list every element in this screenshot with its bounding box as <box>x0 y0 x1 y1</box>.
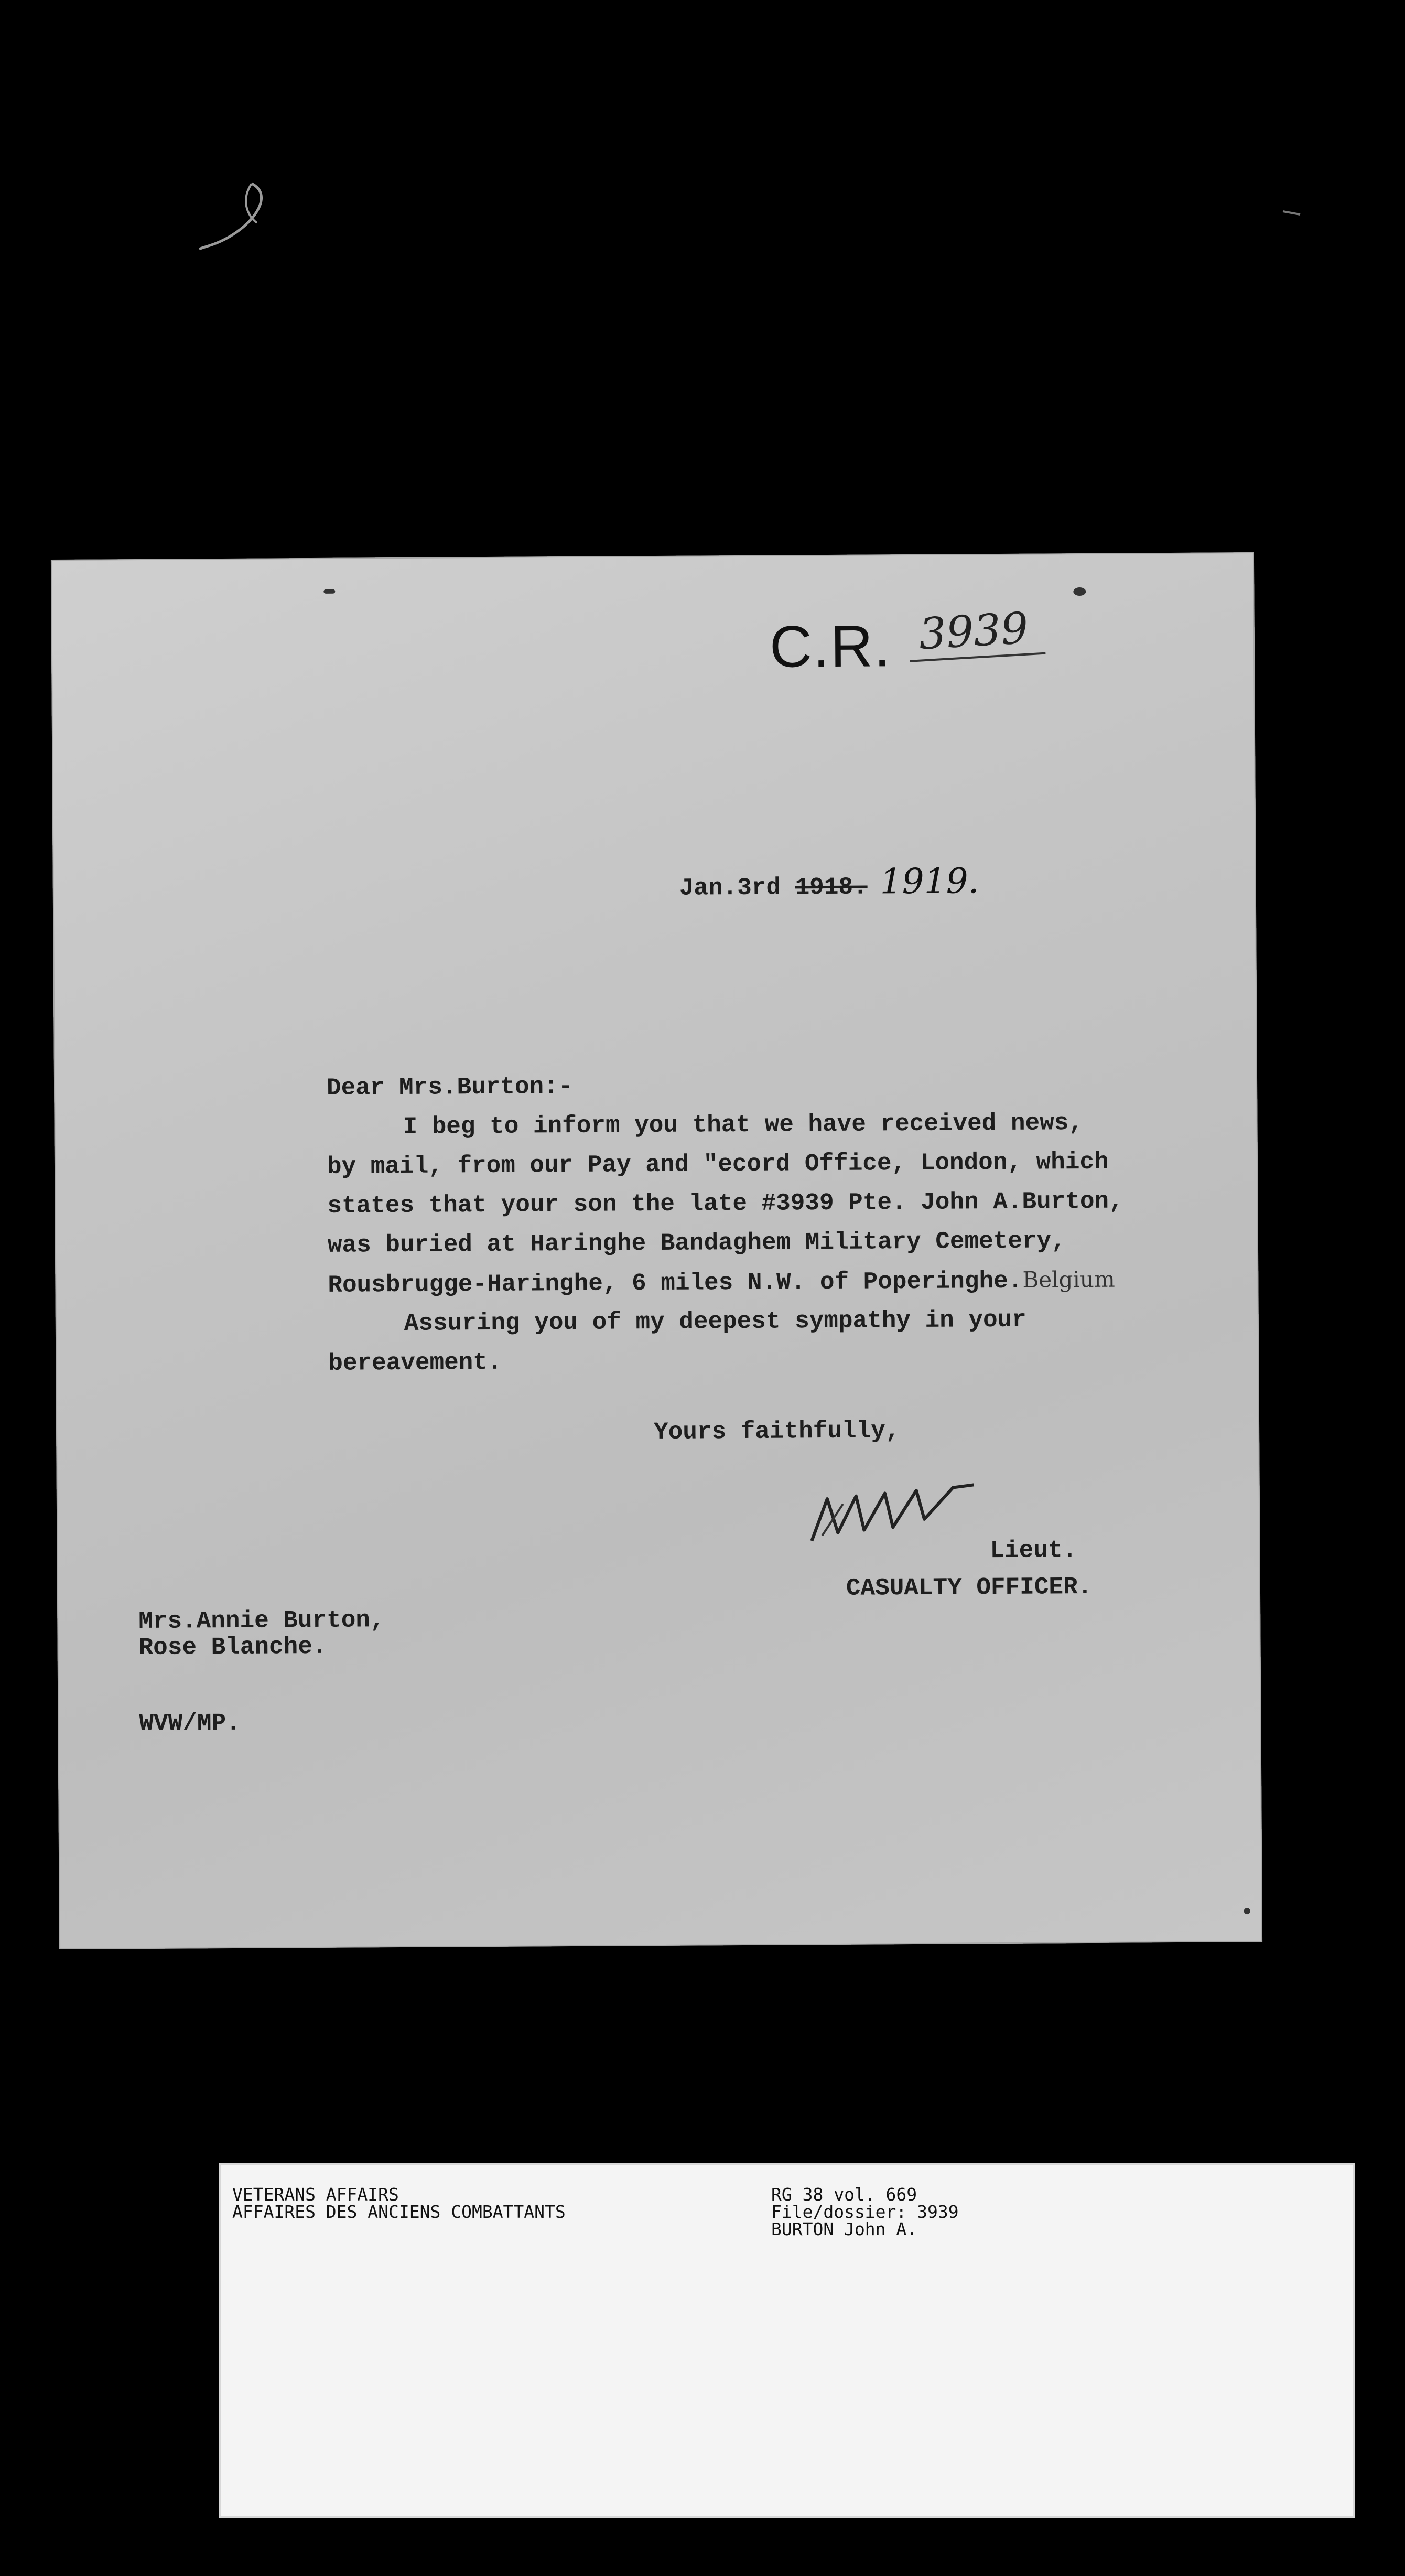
body-line: states that your son the late #3939 Pte. John A.Burton, <box>327 1187 1123 1220</box>
punch-mark-left <box>323 589 335 594</box>
body-line: I beg to inform you that we have received news, <box>403 1109 1084 1141</box>
body-line: Rousbrugge-Haringhe, 6 miles N.W. of Poperinghe. <box>328 1267 1023 1299</box>
salutation: Dear Mrs.Burton:- <box>326 1072 573 1102</box>
punch-mark-right <box>1073 587 1086 596</box>
handwritten-signature <box>806 1482 985 1546</box>
date-handwritten-year: 1919. <box>880 861 979 902</box>
label-line: VETERANS AFFAIRS <box>232 2184 399 2205</box>
closing: Yours faithfully, <box>653 1417 900 1446</box>
file-stamp-prefix: C.R. <box>769 613 892 680</box>
label-line: RG 38 vol. 669 <box>771 2184 917 2205</box>
file-stamp-number: 3939 <box>907 603 1045 662</box>
archive-label-department <box>232 2186 566 2220</box>
handwritten-addition: Belgium <box>1022 1266 1115 1293</box>
scan-artifact-dash <box>1282 207 1303 218</box>
recipient-place: Rose Blanche. <box>138 1633 327 1662</box>
letter-paper <box>51 552 1262 1949</box>
scan-artifact-mark <box>194 178 273 262</box>
body-line: by mail, from our Pay and "ecord Office, London, which <box>327 1148 1109 1180</box>
label-line: AFFAIRES DES ANCIENS COMBATTANTS <box>232 2202 566 2222</box>
archive-label <box>219 2163 1355 2518</box>
reference-initials: WVW/MP. <box>139 1709 241 1738</box>
body-line: was buried at Haringhe Bandaghem Military Cemetery, <box>327 1227 1066 1259</box>
archive-label-reference <box>771 2186 959 2238</box>
body-line-with-note <box>328 1266 1115 1299</box>
date-typed: Jan.3rd <box>679 874 781 902</box>
signature-title: CASUALTY OFFICER. <box>846 1573 1093 1602</box>
signature-rank: Lieut. <box>990 1537 1077 1565</box>
body-line: bereavement. <box>328 1348 502 1377</box>
date-struck-year: 1918. <box>795 873 868 901</box>
letter-date <box>679 861 979 903</box>
corner-dot <box>1244 1908 1250 1914</box>
label-line: BURTON John A. <box>771 2219 917 2239</box>
label-line: File/dossier: 3939 <box>771 2202 959 2222</box>
body-line: Assuring you of my deepest sympathy in your <box>404 1306 1026 1337</box>
recipient-name: Mrs.Annie Burton, <box>138 1606 385 1636</box>
